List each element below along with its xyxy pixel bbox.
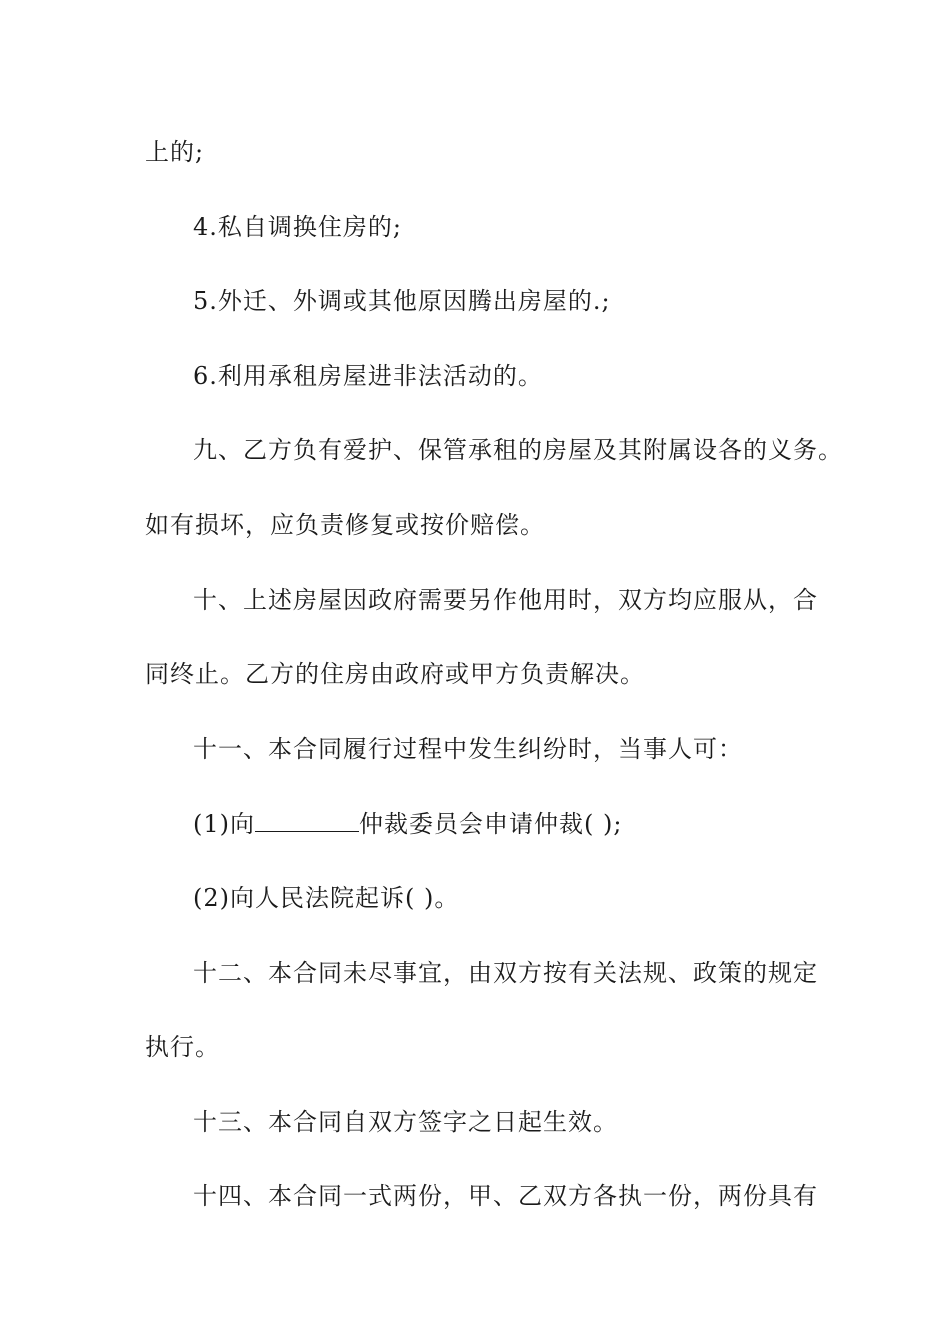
fill-in-blank [255,809,359,832]
text-line: 同终止。乙方的住房由政府或甲方负责解决。 [145,660,645,688]
text-line: 5.外迁、外调或其他原因腾出房屋的.; [193,287,611,315]
text-line: 执行。 [145,1033,220,1061]
text-line: (2)向人民法院起诉( )。 [193,884,460,912]
text-line: 6.利用承租房屋进非法活动的。 [193,362,543,390]
text-line: 十三、本合同自双方签字之日起生效。 [193,1108,618,1136]
text-line: 十一、本合同履行过程中发生纠纷时，当事人可： [193,735,743,763]
text-line: 十、上述房屋因政府需要另作他用时，双方均应服从，合 [193,586,818,614]
text-line: 如有损坏，应负责修复或按价赔偿。 [145,511,545,539]
text-line: 十二、本合同未尽事宜，由双方按有关法规、政策的规定 [193,959,818,987]
text-line: 十四、本合同一式两份，甲、乙双方各执一份，两份具有 [193,1182,818,1210]
text-fragment: 仲裁委员会申请仲裁( ); [359,810,623,838]
text-line-with-blank [193,809,622,839]
text-fragment: (1)向 [193,810,255,838]
text-line: 4.私自调换住房的; [193,213,402,241]
text-line: 上的; [145,138,205,166]
text-line: 九、乙方负有爱护、保管承租的房屋及其附属设各的义务。 [193,436,843,464]
